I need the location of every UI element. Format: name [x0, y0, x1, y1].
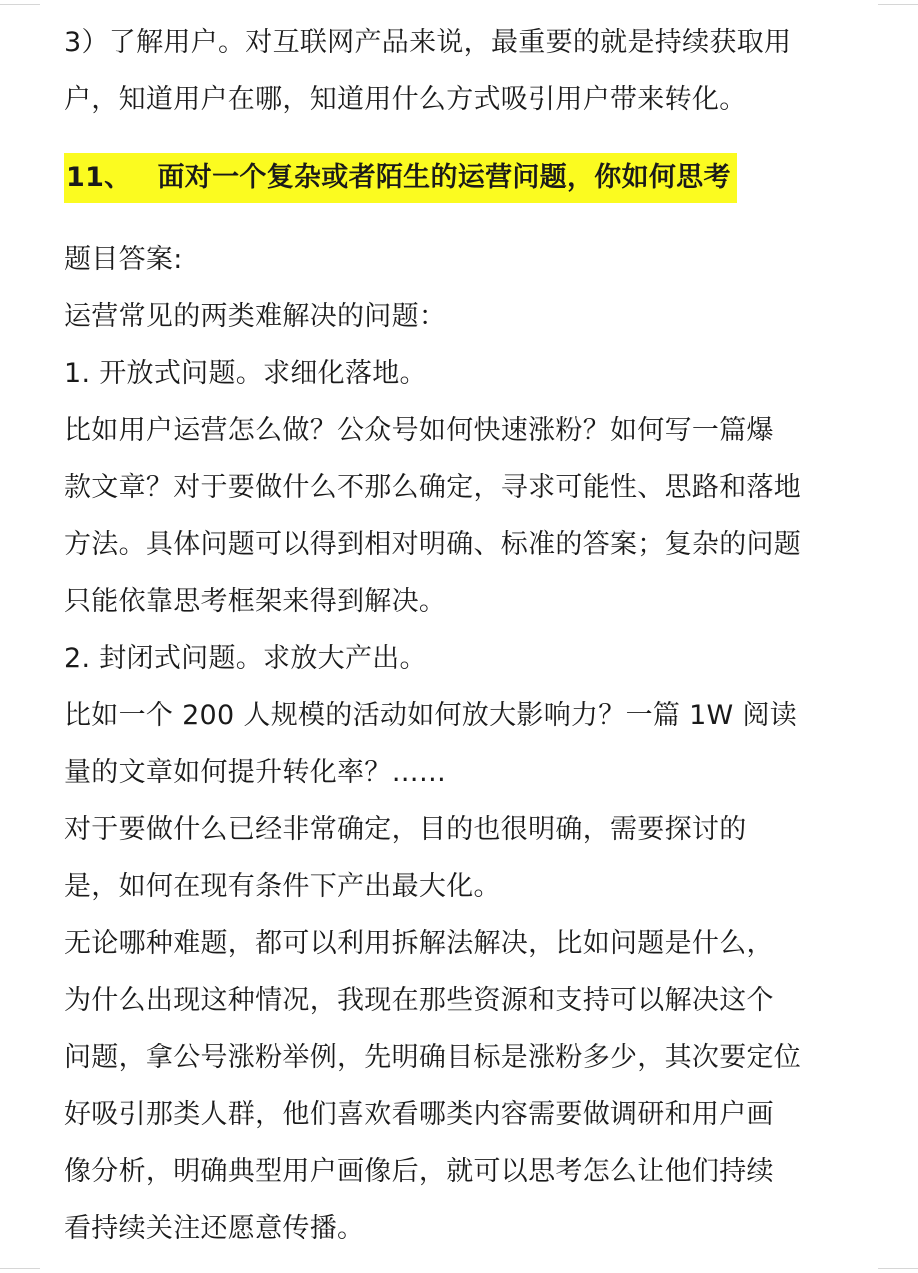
- section-heading-row: [64, 152, 854, 209]
- section-number: 11、: [66, 162, 132, 193]
- body-line: 方法。具体问题可以得到相对明确、标准的答案；复杂的问题: [64, 529, 802, 560]
- document-body: [64, 14, 854, 1257]
- body-line: 1. 开放式问题。求细化落地。: [64, 358, 427, 389]
- body-line: 比如一个 200 人规模的活动如何放大影响力？一篇 1W 阅读: [64, 700, 798, 731]
- section-heading: [64, 153, 737, 203]
- body-line: 为什么出现这种情况，我现在那些资源和支持可以解决这个: [64, 985, 774, 1016]
- page-corner-mark: [0, 4, 40, 5]
- body-line: 问题，拿公号涨粉举例，先明确目标是涨粉多少，其次要定位: [64, 1042, 802, 1073]
- section-title: 面对一个复杂或者陌生的运营问题，你如何思考: [157, 162, 731, 193]
- body-line: 像分析，明确典型用户画像后，就可以思考怎么让他们持续: [64, 1156, 774, 1187]
- page-corner-mark: [878, 1268, 918, 1269]
- body-line: 运营常见的两类难解决的问题：: [64, 301, 447, 332]
- body-line: 好吸引那类人群，他们喜欢看哪类内容需要做调研和用户画: [64, 1099, 774, 1130]
- body-line: 对于要做什么已经非常确定，目的也很明确，需要探讨的: [64, 814, 747, 845]
- body-line: 款文章？对于要做什么不那么确定，寻求可能性、思路和落地: [64, 472, 802, 503]
- page-corner-mark: [878, 4, 918, 5]
- body-line: 量的文章如何提升转化率？……: [64, 757, 447, 788]
- body-line: 只能依靠思考框架来得到解决。: [64, 586, 447, 617]
- page-corner-mark: [0, 1268, 40, 1269]
- intro-line: 3）了解用户。对互联网产品来说，最重要的就是持续获取用: [64, 27, 792, 58]
- body-line: 比如用户运营怎么做？公众号如何快速涨粉？如何写一篇爆: [64, 415, 774, 446]
- intro-line: 户，知道用户在哪，知道用什么方式吸引用户带来转化。: [64, 84, 747, 115]
- body-line: 看持续关注还愿意传播。: [64, 1213, 365, 1244]
- body-line: 2. 封闭式问题。求放大产出。: [64, 643, 427, 674]
- body-line: 是，如何在现有条件下产出最大化。: [64, 871, 501, 902]
- body-line: 无论哪种难题，都可以利用拆解法解决，比如问题是什么，: [64, 928, 774, 959]
- body-line: 题目答案:: [64, 244, 183, 275]
